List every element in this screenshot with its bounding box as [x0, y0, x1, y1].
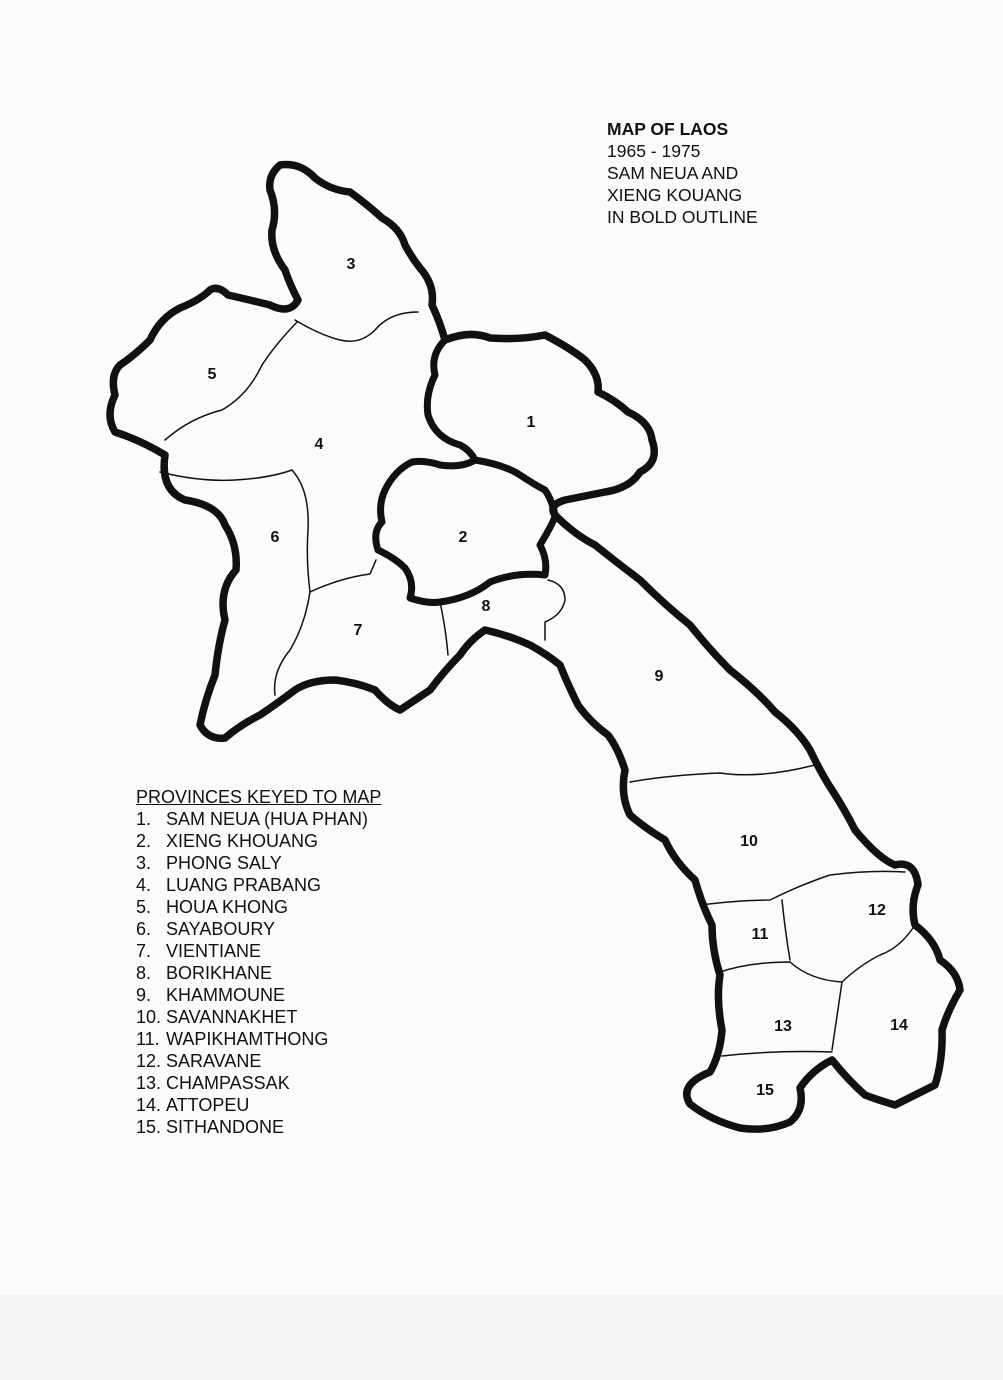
- province-number-15: 15: [756, 1082, 774, 1099]
- province-number-2: 2: [458, 529, 468, 546]
- border-12-14: [842, 925, 915, 982]
- legend-item-name: CHAMPASSAK: [166, 1073, 290, 1093]
- legend-item: [136, 874, 381, 896]
- legend-item: [136, 1006, 381, 1028]
- legend-item: [136, 918, 381, 940]
- province-number-1: 1: [526, 414, 536, 431]
- legend-item-number: 12.: [136, 1051, 162, 1071]
- border-3-4: [295, 312, 418, 341]
- province-number-8: 8: [481, 598, 491, 615]
- province-number-10: 10: [740, 833, 758, 850]
- map-subtitle-line-1: SAM NEUA AND: [607, 163, 739, 183]
- border-8-9: [545, 580, 565, 640]
- legend-item: [136, 1028, 381, 1050]
- province-number-13: 13: [774, 1018, 792, 1035]
- border-11-12: [782, 900, 790, 960]
- legend-item: [136, 940, 381, 962]
- legend-item: [136, 1050, 381, 1072]
- legend-item-number: 7.: [136, 941, 152, 961]
- legend-item: [136, 984, 381, 1006]
- border-9-10: [630, 765, 815, 782]
- border-10-12: [700, 871, 905, 905]
- legend-item: [136, 962, 381, 984]
- border-11-13: [720, 962, 842, 982]
- legend-item: [136, 808, 381, 830]
- legend-item-number: 11.: [136, 1029, 160, 1049]
- province-legend: [136, 786, 381, 1138]
- legend-item-number: 6.: [136, 919, 152, 939]
- border-7-8: [440, 602, 448, 655]
- legend-item: [136, 896, 381, 918]
- legend-item-number: 5.: [136, 897, 152, 917]
- legend-heading: PROVINCES KEYED TO MAP: [136, 787, 382, 807]
- map-title: MAP OF LAOS: [607, 119, 729, 139]
- border-13-15: [722, 1052, 832, 1057]
- legend-item-number: 14.: [136, 1095, 162, 1115]
- legend-item: [136, 1094, 381, 1116]
- legend-item-number: 15.: [136, 1117, 162, 1137]
- legend-item: [136, 830, 381, 852]
- province-number-11: 11: [751, 926, 769, 943]
- border-13-14: [832, 982, 842, 1050]
- province-number-5: 5: [207, 366, 217, 383]
- map-subtitle-line-3: IN BOLD OUTLINE: [607, 207, 758, 227]
- province-number-6: 6: [270, 529, 280, 546]
- legend-item-name: BORIKHANE: [166, 963, 273, 983]
- province-number-12: 12: [868, 902, 886, 919]
- legend-item-name: XIENG KHOUANG: [166, 831, 319, 851]
- legend-item-number: 4.: [136, 875, 152, 895]
- province-number-14: 14: [890, 1017, 908, 1034]
- border-5-4: [165, 322, 297, 440]
- legend-item-name: SITHANDONE: [166, 1117, 285, 1137]
- legend-item-name: SARAVANE: [166, 1051, 262, 1071]
- legend-item-name: VIENTIANE: [166, 941, 262, 961]
- legend-item-number: 9.: [136, 985, 152, 1005]
- map-subtitle-line-2: XIENG KOUANG: [607, 185, 743, 205]
- province-number-9: 9: [654, 668, 664, 685]
- province-number-3: 3: [346, 256, 356, 273]
- legend-item-number: 13.: [136, 1073, 162, 1093]
- legend-item-name: KHAMMOUNE: [166, 985, 286, 1005]
- legend-item-number: 2.: [136, 831, 152, 851]
- legend-item-name: SAYABOURY: [166, 919, 276, 939]
- legend-item-name: SAVANNAKHET: [166, 1007, 298, 1027]
- legend-item-number: 8.: [136, 963, 152, 983]
- legend-item: [136, 1072, 381, 1094]
- province-number-7: 7: [353, 622, 363, 639]
- legend-item-number: 10.: [136, 1007, 162, 1027]
- border-6-7: [275, 592, 310, 695]
- map-date-range: 1965 - 1975: [607, 141, 701, 161]
- legend-item-name: HOUA KHONG: [166, 897, 289, 917]
- province-number-4: 4: [314, 436, 324, 453]
- legend-item: [136, 1116, 381, 1138]
- legend-item: [136, 852, 381, 874]
- legend-item-name: SAM NEUA (HUA PHAN): [166, 809, 369, 829]
- legend-item-number: 1.: [136, 809, 152, 829]
- sam-neua-bold-outline: [427, 340, 555, 515]
- legend-item-name: ATTOPEU: [166, 1095, 250, 1115]
- border-4-7: [310, 560, 376, 592]
- legend-item-name: LUANG PRABANG: [166, 875, 322, 895]
- legend-item-name: WAPIKHAMTHONG: [166, 1029, 329, 1049]
- legend-item-number: 3.: [136, 853, 152, 873]
- legend-item-name: PHONG SALY: [166, 853, 282, 873]
